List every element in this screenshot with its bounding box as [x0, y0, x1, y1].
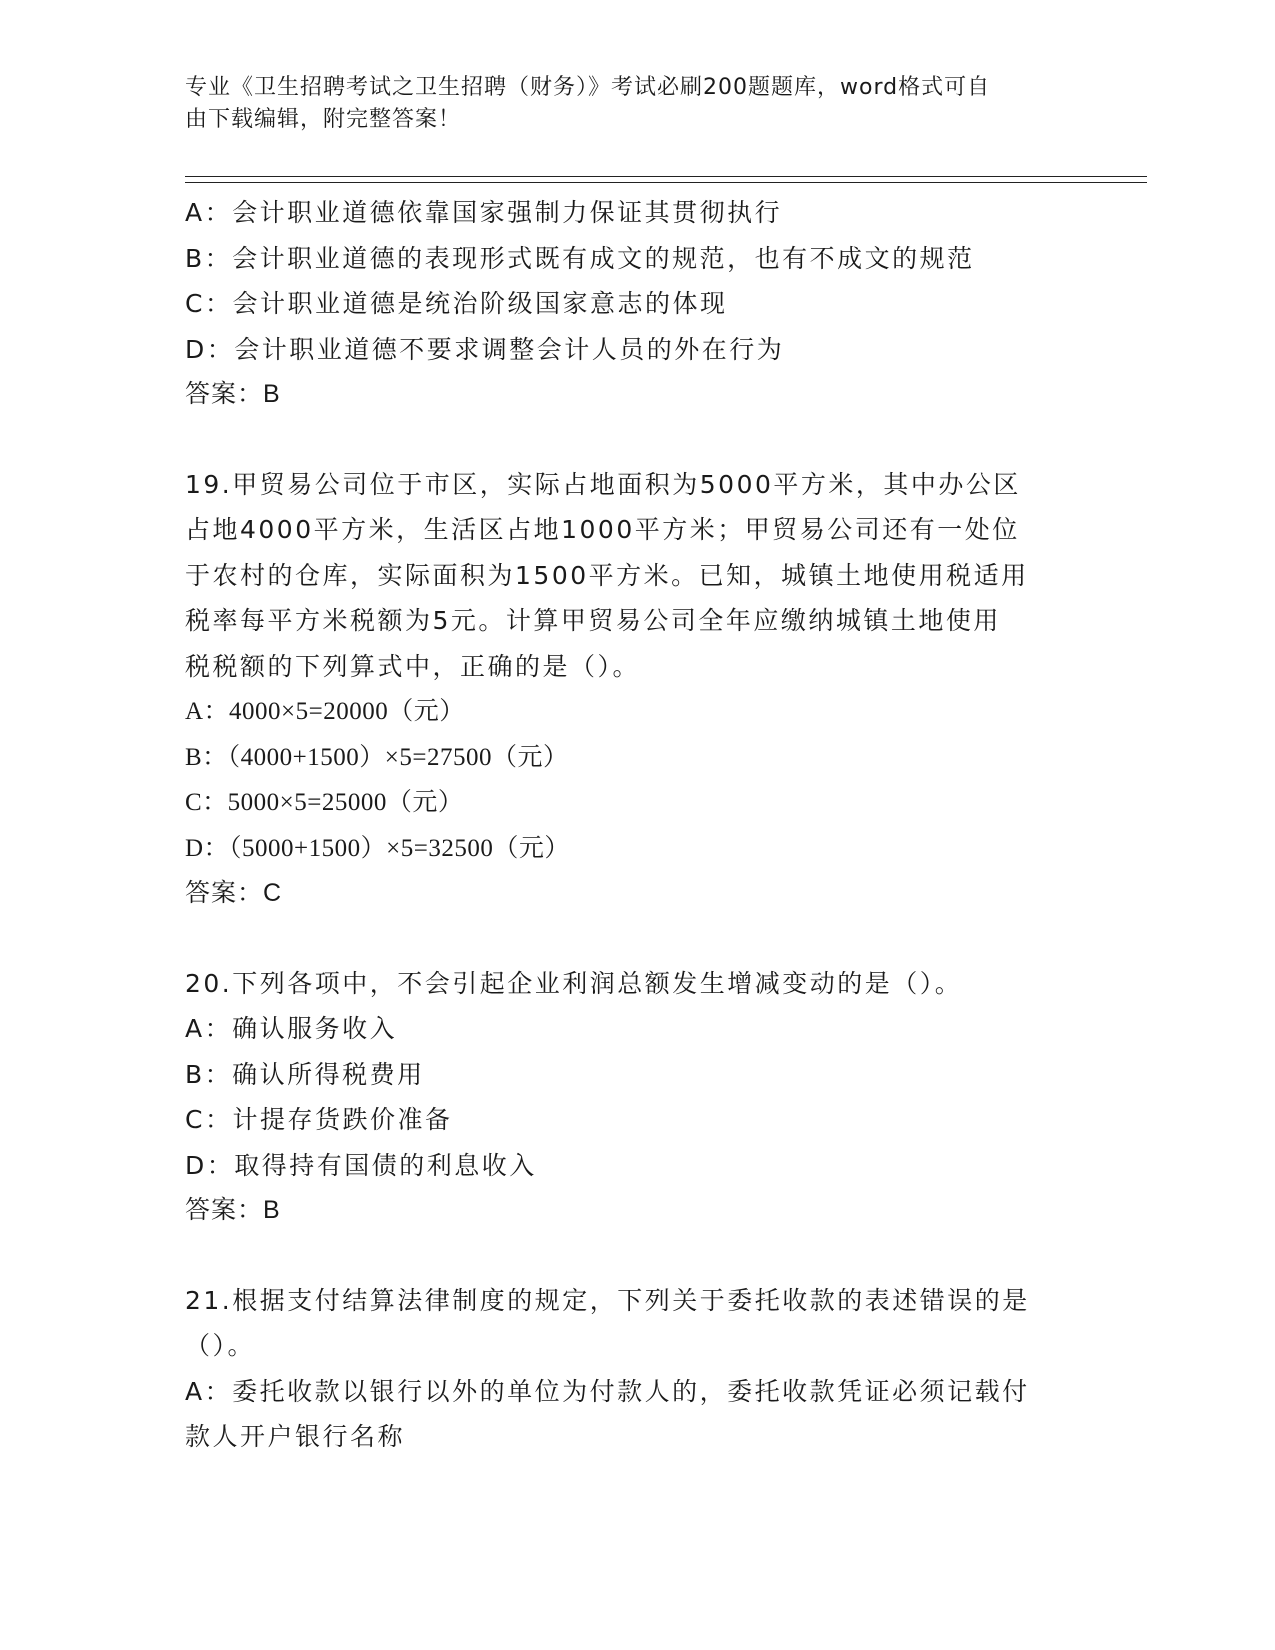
spacer — [185, 917, 1085, 961]
question-stem-line: 20.下列各项中，不会引起企业利润总额发生增减变动的是（）。 — [185, 968, 963, 998]
option-d: D：会计职业道德不要求调整会计人员的外在行为 — [185, 334, 785, 364]
option-c: C：5000×5=25000（元） — [185, 789, 464, 816]
question-stem-line: 21.根据支付结算法律制度的规定，下列关于委托收款的表述错误的是 — [185, 1285, 1030, 1315]
spacer — [185, 1234, 1085, 1278]
option-d: D：取得持有国债的利息收入 — [185, 1150, 537, 1180]
document-header — [185, 72, 1065, 136]
option-a-continued: 款人开户银行名称 — [185, 1422, 406, 1451]
question-stem-line: 19.甲贸易公司位于市区，实际占地面积为5000平方米，其中办公区 — [185, 469, 1021, 499]
option-b: B：确认所得税费用 — [185, 1059, 425, 1089]
option-a: A：委托收款以银行以外的单位为付款人的，委托收款凭证必须记载付 — [185, 1376, 1030, 1406]
option-a: A：会计职业道德依靠国家强制力保证其贯彻执行 — [185, 198, 783, 227]
option-b: B：（4000+1500）×5=27500（元） — [185, 743, 569, 771]
option-c: C：会计职业道德是统治阶级国家意志的体现 — [185, 289, 728, 318]
question-21 — [185, 1278, 1085, 1460]
answer: 答案：C — [185, 879, 283, 907]
option-c: C：计提存货跌价准备 — [185, 1105, 453, 1134]
answer: 答案：B — [185, 1196, 281, 1224]
option-b: B：会计职业道德的表现形式既有成文的规范，也有不成文的规范 — [185, 243, 975, 273]
question-stem-line: （）。 — [185, 1331, 256, 1360]
question-18 — [185, 190, 1085, 418]
header-divider-top — [185, 176, 1147, 177]
header-divider-bottom — [185, 182, 1147, 183]
option-a: A：4000×5=20000（元） — [185, 698, 465, 725]
question-list — [185, 190, 1085, 1460]
header-line-1: 专业《卫生招聘考试之卫生招聘（财务）》考试必刷200题题库，word格式可自 — [185, 75, 991, 100]
option-d: D：（5000+1500）×5=32500（元） — [185, 834, 570, 862]
option-a: A：确认服务收入 — [185, 1014, 398, 1043]
question-stem-line: 税税额的下列算式中，正确的是（）。 — [185, 651, 641, 681]
answer: 答案：B — [185, 380, 281, 408]
question-stem-line: 税率每平方米税额为5元。计算甲贸易公司全年应缴纳城镇土地使用 — [185, 606, 1001, 635]
header-line-2: 由下载编辑，附完整答案！ — [185, 107, 462, 132]
question-stem-line: 占地4000平方米，生活区占地1000平方米；甲贸易公司还有一处位 — [185, 515, 1020, 544]
spacer — [185, 418, 1085, 462]
question-19 — [185, 462, 1085, 917]
question-20 — [185, 961, 1085, 1234]
question-stem-line: 于农村的仓库，实际面积为1500平方米。已知，城镇土地使用税适用 — [185, 560, 1029, 590]
